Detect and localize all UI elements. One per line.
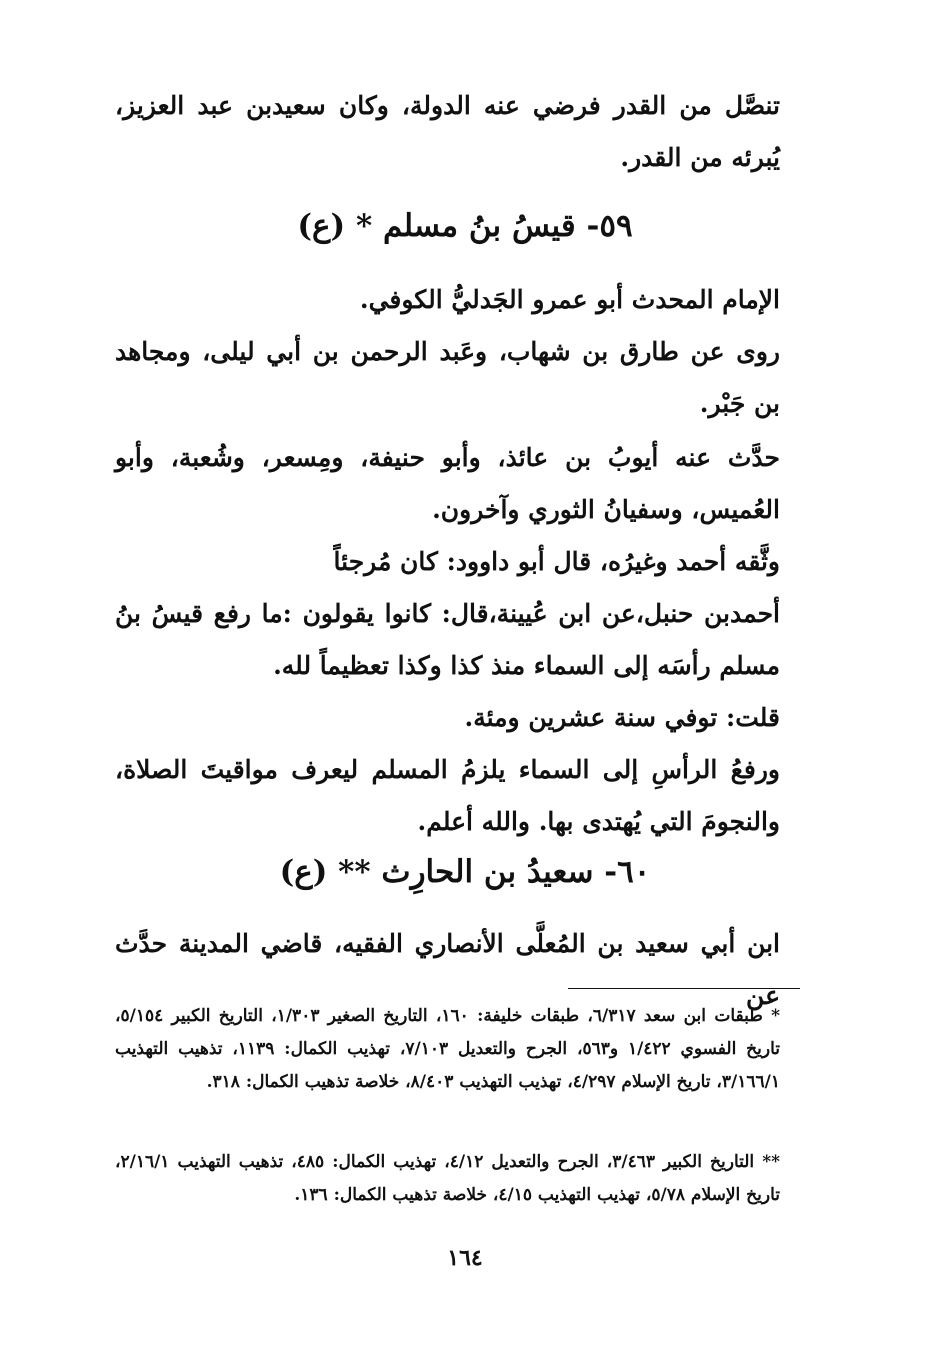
footnote-separator bbox=[568, 988, 800, 989]
entry-60-heading: ٦٠- سعيدُ بن الحارِث ** (ع) bbox=[279, 854, 651, 890]
entry-59-paragraph-5: أحمدبن حنبل،عن ابن عُيينة،قال: كانوا يقولون :ما رفع قيسُ بنُ مسلم رأسَه إلى السماء منذ كذا وكذا تعظيماً لله. bbox=[115, 599, 780, 680]
entry-59-heading: ٥٩- قيسُ بنُ مسلم * (ع) bbox=[297, 208, 633, 244]
entry-59-body bbox=[115, 274, 780, 430]
page-number: ١٦٤ bbox=[447, 1245, 483, 1271]
entry-60-paragraph-1: ابن أبي سعيد بن المُعلَّى الأنصاري الفقيه، قاضي المدينة حدَّث عن bbox=[115, 929, 780, 1010]
entry-59-paragraph-2: روى عن طارق بن شهاب، وعَبد الرحمن بن أبي ليلى، ومجاهد بن جَبْر. bbox=[115, 337, 780, 418]
entry-59-paragraph-3: حدَّث عنه أيوبُ بن عائذ، وأبو حنيفة، ومِسعر، وشُعبة، وأبو العُميس، وسفيانُ الثوري وآخرون. bbox=[115, 443, 780, 524]
footnote-2: ** التاريخ الكبير ٣/٤٦٣، الجرح والتعديل ٤/١٢، تهذيب الكمال: ٤٨٥، تذهيب التهذيب ٢/١٦/١، تاريخ الإسلام ٥/٧٨، تهذيب التهذيب ٤/١٥، خلاصة تذهيب الكمال: ١٣٦. bbox=[115, 1152, 780, 1205]
entry-59-body-2 bbox=[115, 432, 780, 848]
entry-59-paragraph-4: وثَّقه أحمد وغيرُه، قال أبو داوود: كان مُرجئاً bbox=[333, 547, 780, 576]
intro-paragraph: تنصَّل من القدر فرضي عنه الدولة، وكان سعيدبن عبد العزيز، يُبرئه من القدر. bbox=[115, 91, 780, 172]
footnote-1: * طبقات ابن سعد ٦/٣١٧، طبقات خليفة: ١٦٠، التاريخ الصغير ١/٣٠٣، التاريخ الكبير ٥/١٥٤، تاريخ الفسوي ١/٤٢٢ و٥٦٣، الجرح والتعديل ٧/١٠٣، تهذيب الكمال: ١١٣٩، تذهيب التهذيب ٣/١٦٦/١، تاريخ الإسلام ٤/٢٩٧، تهذيب التهذيب ٨/٤٠٣، خلاصة تذهيب الكمال: ٣١٨. bbox=[115, 1006, 780, 1092]
entry-59-paragraph-6: قلت: توفي سنة عشرين ومئة. bbox=[464, 703, 780, 732]
entry-59-paragraph-7: ورفعُ الرأسِ إلى السماء يلزمُ المسلم ليعرف مواقيتَ الصلاة، والنجومَ التي يُهتدى بها. والله أعلم. bbox=[115, 755, 780, 836]
entry-59-paragraph-1: الإمام المحدث أبو عمرو الجَدليُّ الكوفي. bbox=[359, 285, 780, 314]
intro-block bbox=[115, 80, 780, 184]
